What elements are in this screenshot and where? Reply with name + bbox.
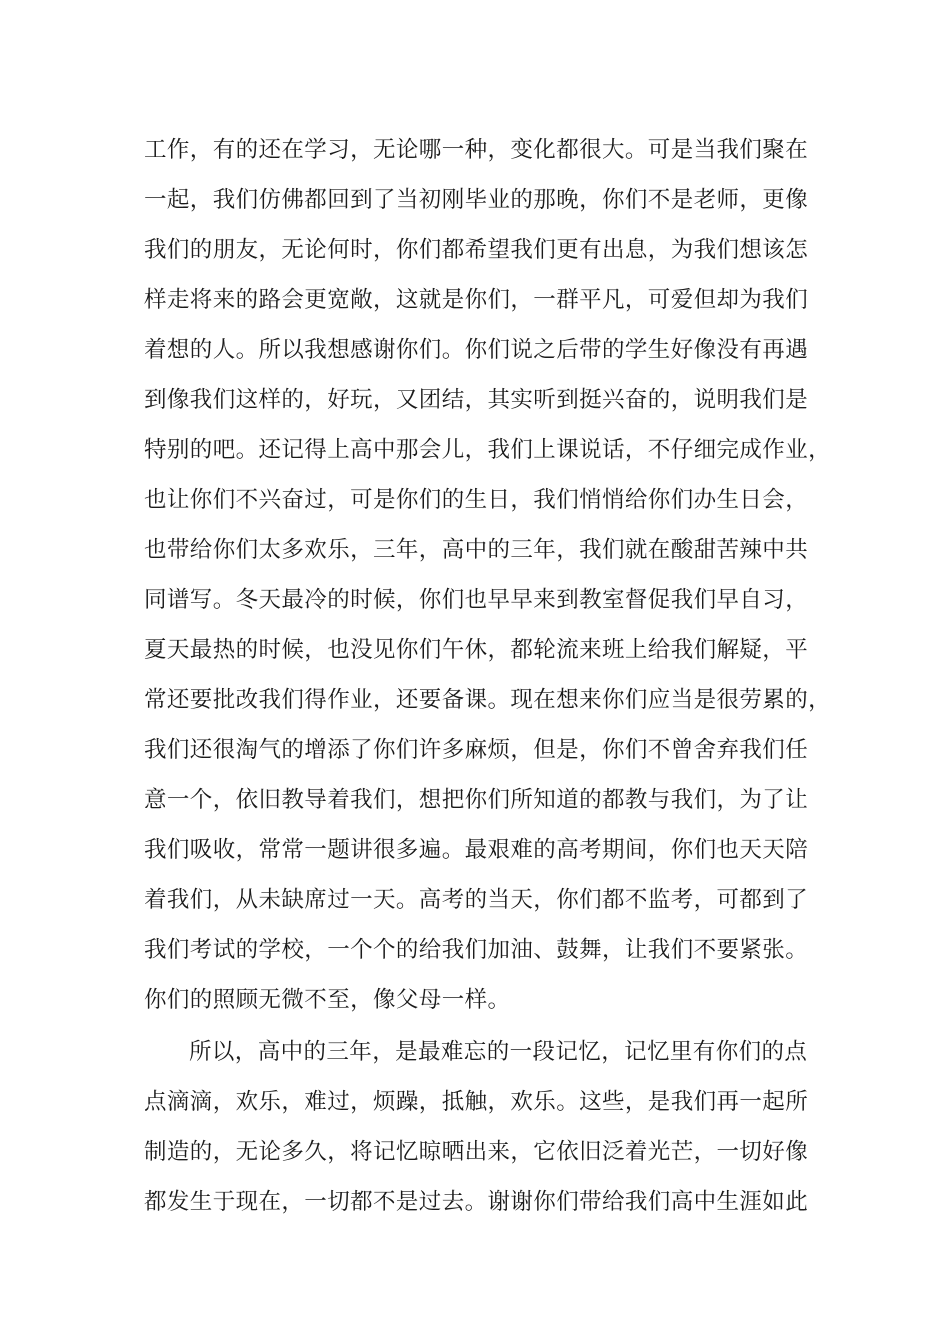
text-line: 点滴滴，欢乐，难过，烦躁，抵触，欢乐。这些，是我们再一起所 <box>144 1089 809 1115</box>
text-line: 制造的，无论多久，将记忆晾晒出来，它依旧泛着光芒，一切好像 <box>144 1139 809 1165</box>
text-line: 常还要批改我们得作业，还要备课。现在想来你们应当是很劳累的， <box>144 687 832 713</box>
text-line: 意一个，依旧教导着我们，想把你们所知道的都教与我们，为了让 <box>144 787 809 813</box>
text-line: 都发生于现在，一切都不是过去。谢谢你们带给我们高中生涯如此 <box>144 1189 809 1215</box>
text-line: 你们的照顾无微不至，像父母一样。 <box>144 987 511 1013</box>
text-line: 夏天最热的时候，也没见你们午休，都轮流来班上给我们解疑，平 <box>144 637 809 663</box>
text-line: 也带给你们太多欢乐，三年，高中的三年，我们就在酸甜苦辣中共 <box>144 537 809 563</box>
text-line: 也让你们不兴奋过，可是你们的生日，我们悄悄给你们办生日会， <box>144 487 809 513</box>
text-line: 到像我们这样的，好玩，又团结，其实听到挺兴奋的，说明我们是 <box>144 387 809 413</box>
text-line: 特别的吧。还记得上高中那会儿，我们上课说话，不仔细完成作业， <box>144 437 832 463</box>
text-line: 样走将来的路会更宽敞，这就是你们，一群平凡，可爱但却为我们 <box>144 287 809 313</box>
text-line: 我们考试的学校，一个个的给我们加油、鼓舞，让我们不要紧张。 <box>144 937 809 963</box>
text-line: 我们还很淘气的增添了你们许多麻烦，但是，你们不曾舍弃我们任 <box>144 737 809 763</box>
text-line: 一起，我们仿佛都回到了当初刚毕业的那晚，你们不是老师，更像 <box>144 187 809 213</box>
text-line: 工作，有的还在学习，无论哪一种，变化都很大。可是当我们聚在 <box>144 137 809 163</box>
text-line: 同谱写。冬天最冷的时候，你们也早早来到教室督促我们早自习， <box>144 587 809 613</box>
text-line: 着想的人。所以我想感谢你们。你们说之后带的学生好像没有再遇 <box>144 337 809 363</box>
paragraph-first-line: 所以，高中的三年，是最难忘的一段记忆，记忆里有你们的点 <box>189 1039 808 1065</box>
text-line: 我们的朋友，无论何时，你们都希望我们更有出息，为我们想该怎 <box>144 237 809 263</box>
text-line: 我们吸收，常常一题讲很多遍。最艰难的高考期间，你们也天天陪 <box>144 837 809 863</box>
text-line: 着我们，从未缺席过一天。高考的当天，你们都不监考，可都到了 <box>144 887 809 913</box>
